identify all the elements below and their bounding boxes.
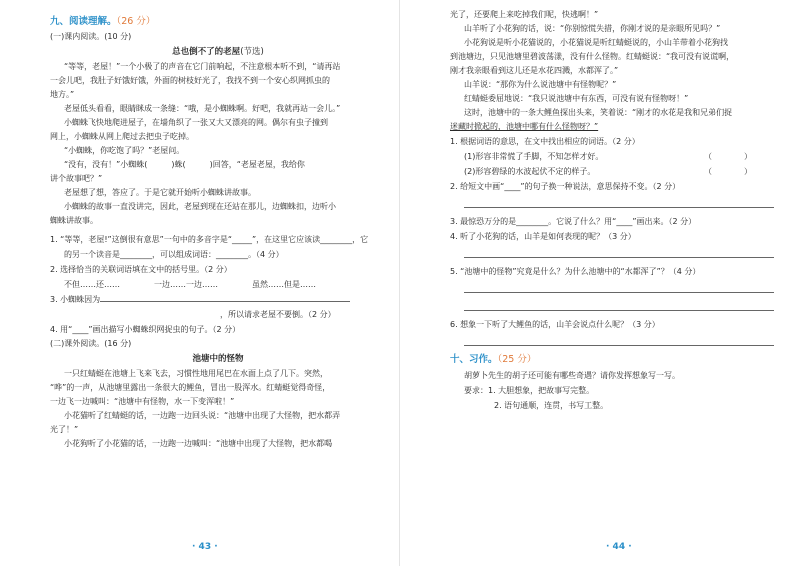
writing-requirement-1: 要求：1. 大胆想象，把故事写完整。 (464, 386, 595, 395)
writing-requirement-2: 2. 语句通顺，连贯，书写工整。 (494, 401, 609, 410)
passage1-line: “等等，老屋！”一个小极了的声音在它门前响起，不注意根本听不到，“请再站 (64, 62, 341, 71)
passage2-line: 小花狗说是听小花猫说的，小花猫说是听红蜻蜓说的，小山羊带着小花狗找 (464, 38, 728, 47)
passage2-line: 小花猫听了红蜻蜓的话，一边跑一边回头说：“池塘中出现了大怪物，把水都弄 (64, 411, 341, 420)
section-9-heading: 九、阅读理解。（26 分） (50, 16, 156, 27)
part2-heading: (二)课外阅读。(16 分) (50, 339, 132, 348)
question-6: 6. 想象一下听了大鲤鱼的话，山羊会说点什么呢？（3 分） (450, 320, 660, 329)
option: 不但……还…… (64, 280, 120, 289)
question-3: 3. 小蜘蛛因为 (50, 292, 386, 307)
passage1-line: 老屋低头看看，眼睛眯成一条缝：“哦，是小蜘蛛啊。好吧，我就再站一会儿。” (64, 104, 341, 113)
passage1-line: 一会儿吧，我肚子好饿好饿，外面的树枝好光了，我找不到一个安心织网抓虫的 (50, 76, 330, 85)
page-number: · 43 · (192, 542, 218, 552)
passage2-line: 光了，还要爬上来吃掉我们呢，快逃啊！” (450, 10, 599, 19)
option: 一边……一边…… (154, 280, 218, 289)
question-2-options (50, 277, 386, 292)
passage1-line: 网上，小蜘蛛从网上爬过去把虫子吃掉。 (50, 132, 194, 141)
answer-line[interactable] (464, 196, 774, 208)
answer-line[interactable] (464, 281, 774, 293)
question-1-item: (1)形容非常慌了手脚，不知怎样才好。 （ ） (464, 152, 752, 161)
question-5: 5. “池塘中的怪物”究竟是什么？为什么池塘中的“水都浑了”？（4 分） (450, 267, 701, 276)
passage1-line: 讲个故事吧？” (50, 174, 103, 183)
passage2-line: 小花狗听了小花猫的话，一边跑一边喊叫：“池塘中出现了大怪物，把水都喝 (64, 439, 333, 448)
passage1-title: 总也倒不了的老屋(节选) (172, 47, 264, 57)
answer-line[interactable] (464, 246, 774, 258)
question-1: 1. “等等，老屋!”这倒很有意思”一句中的多音字是“_____”，在这里它应该读________，它 (50, 235, 369, 244)
passage1-line: 地方。” (50, 90, 75, 99)
question-1-cont: 的另一个读音是________，可以组成词语：________。（4 分） (64, 250, 284, 259)
question-3: 3. 最惊恐万分的是________。它说了什么？用“____”画出来。（2 分） (450, 217, 697, 226)
question-1-item: (2)形容碧绿的水波起伏不定的样子。 （ ） (464, 167, 752, 176)
answer-line[interactable] (464, 334, 774, 346)
passage2-line: 到池塘边，只见池塘里碧波荡漾，没有什么怪物。红蜻蜓说：“我可没有说谎啊， (450, 52, 735, 61)
question-2: 2. 给短文中画“____”的句子换一种说法，意思保持不变。（2 分） (450, 182, 681, 191)
passage2-line: 一只红蜻蜓在池塘上飞来飞去，习惯性地用尾巴在水面上点了几下。突然， (64, 369, 328, 378)
passage2-line-underlined: 迷藏时掀起的，池塘中哪有什么怪物呀？” (450, 122, 599, 131)
question-1: 1. 根据词语的意思，在文中找出相应的词语。（2 分） (450, 137, 640, 146)
answer-line[interactable] (464, 299, 774, 311)
passage1-line: “小蜘蛛，你吃饱了吗？”老屋问。 (64, 146, 185, 155)
section-10-heading: 十、习作。（25 分） (450, 354, 537, 365)
passage2-line: 红蜻蜓委屈地说：“我只说池塘中有东西，可没有说有怪物呀！” (464, 94, 689, 103)
passage2-line: 光了！” (50, 425, 79, 434)
passage2-title: 池塘中的怪物 (192, 354, 244, 364)
passage2-line: 这时，池塘中的一条大鲤鱼探出头来，笑着说：“刚才的水花是我和兄弟们捉 (464, 108, 733, 117)
option: 虽然……但是…… (252, 280, 316, 289)
part1-heading: (一)课内阅读。(10 分) (50, 32, 132, 41)
passage1-line: 老屋想了想，答应了。于是它就开始听小蜘蛛讲故事。 (64, 188, 256, 197)
passage2-line: 山羊说：“那你为什么说池塘中有怪物呢？” (464, 80, 617, 89)
right-page (400, 0, 800, 566)
passage1-line: 蜘蛛讲故事。 (50, 216, 98, 225)
passage2-line: 一边飞一边喊叫：“池塘中有怪物，水一下变浑啦！” (50, 397, 235, 406)
passage2-line: “哗”的一声，从池塘里露出一条很大的鲤鱼，冒出一股浑水。红蜻蜓觉得奇怪， (50, 383, 331, 392)
passage2-line: 山羊听了小花狗的话，说：“你别惊慌失措，你刚才说的是亲眼所见吗？” (464, 24, 721, 33)
writing-prompt: 胡萝卜先生的胡子还可能有哪些奇遇？请你发挥想象写一写。 (464, 371, 680, 380)
question-4: 4. 听了小花狗的话，山羊是如何表现的呢？（3 分） (450, 232, 636, 241)
passage1-line: “没有，没有！”小蜘蛛( )蛛( )回答，“老屋老屋，我给你 (64, 160, 305, 169)
question-4: 4. 用“____”画出描写小蜘蛛织网捉虫的句子。（2 分） (50, 325, 241, 334)
passage1-line: 小蜘蛛的故事一直没讲完，因此，老屋到现在还站在那儿，边蜘蛛扣，边听小 (64, 202, 336, 211)
passage1-line: 小蜘蛛飞快地爬进屋子，在墙角织了一张又大又漂亮的网。偶尔有虫子撞到 (64, 118, 328, 127)
passage2-line: 刚才我亲眼看到这儿还是水花四溅，水都浑了。” (450, 66, 619, 75)
question-3-cont: ，所以请求老屋不要倒。（2 分） (220, 310, 336, 319)
question-2: 2. 选择恰当的关联词语填在文中的括号里。（2 分） (50, 265, 232, 274)
page-number: · 44 · (606, 542, 632, 552)
